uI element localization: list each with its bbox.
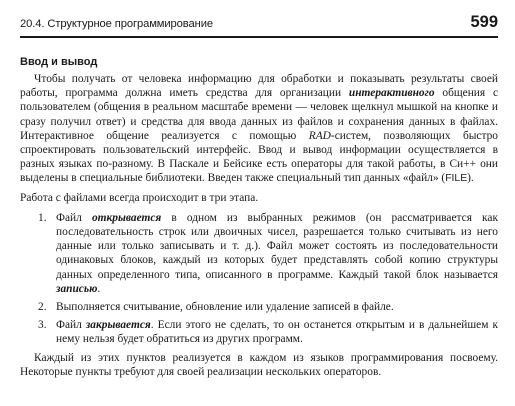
term-closes: закрывается [85, 319, 151, 332]
p1-text-c: общения с пользователем (общения в реальном масштабе времени — человек щелкнул мышкой на кнопке и сразу получил ответ) и средства для ввода данных из файлов и сохранения данных в файлах. Интерактивное общение реализуется с помощью [20, 87, 499, 142]
step3-text-a: Файл [56, 319, 86, 332]
term-record: записью [56, 282, 98, 295]
term-rad: RAD [308, 129, 331, 142]
list-item [20, 318, 498, 346]
page-number: 599 [470, 13, 498, 31]
list-item-number: 2. [38, 301, 47, 314]
p1-text-a: Чтобы получать от человека информацию для обработки и показывать результаты своей работы, программа должна иметь средства для организации [20, 73, 498, 100]
running-head-title: 20.4. Структурное программирование [20, 18, 213, 30]
step1-text-c: в одном из выбранных режимов (он рассматривается как последовательность строк или двоичных чисел, разрешается только считывать из него данные или только записывать и т. д.). Файл может состоять из последовательности одинаковых блоков, каждый из которых будет представлять собой копию структуры данных определенного типа, описанного в программе. Каждый такой блок называется [56, 211, 499, 281]
step1-text-e: . [97, 282, 101, 295]
list-item [20, 211, 498, 296]
paragraph-closing: Каждый из этих пунктов реализуется в каждом из языков программирования посвоему. Некоторые пункты требуют для своей реализации нескольких операторов. [20, 351, 498, 378]
term-opens: открывается [91, 211, 162, 224]
step2-text: Выполняется считывание, обновление или удаление записей в файле. [56, 301, 394, 314]
list-item-number: 3. [38, 319, 47, 332]
list-item [20, 300, 498, 314]
paragraph-stages: Работа с файлами всегда происходит в три этапа. [20, 191, 259, 204]
steps-list [20, 211, 498, 347]
section-heading: Ввод и вывод [20, 56, 98, 68]
step1-text-a: Файл [56, 211, 92, 224]
p1-text-e: -систем, позволяющих быстро спроектировать пользовательский интерфейс. Ввод и вывод информации осуществляется в разных языках по-разному. В Паскале и Бейсике есть операторы для такой работы, в Си++ они выделены в специальные библиотеки. Введен также специальный тип данных «файл» ( [20, 129, 498, 185]
list-item-number: 1. [38, 211, 47, 224]
term-file: FILE [445, 173, 468, 185]
term-interactive: интерактивного [348, 87, 435, 100]
body-text [20, 72, 498, 379]
header-rule [20, 36, 498, 38]
p1-text-g: ). [467, 172, 474, 185]
running-head [20, 13, 498, 35]
step3-text-c: . Если этого не сделать, то он останется открытым и в дальнейшем к нему нельзя будет обратиться из других программ. [56, 319, 498, 346]
paragraph-io [20, 72, 498, 187]
